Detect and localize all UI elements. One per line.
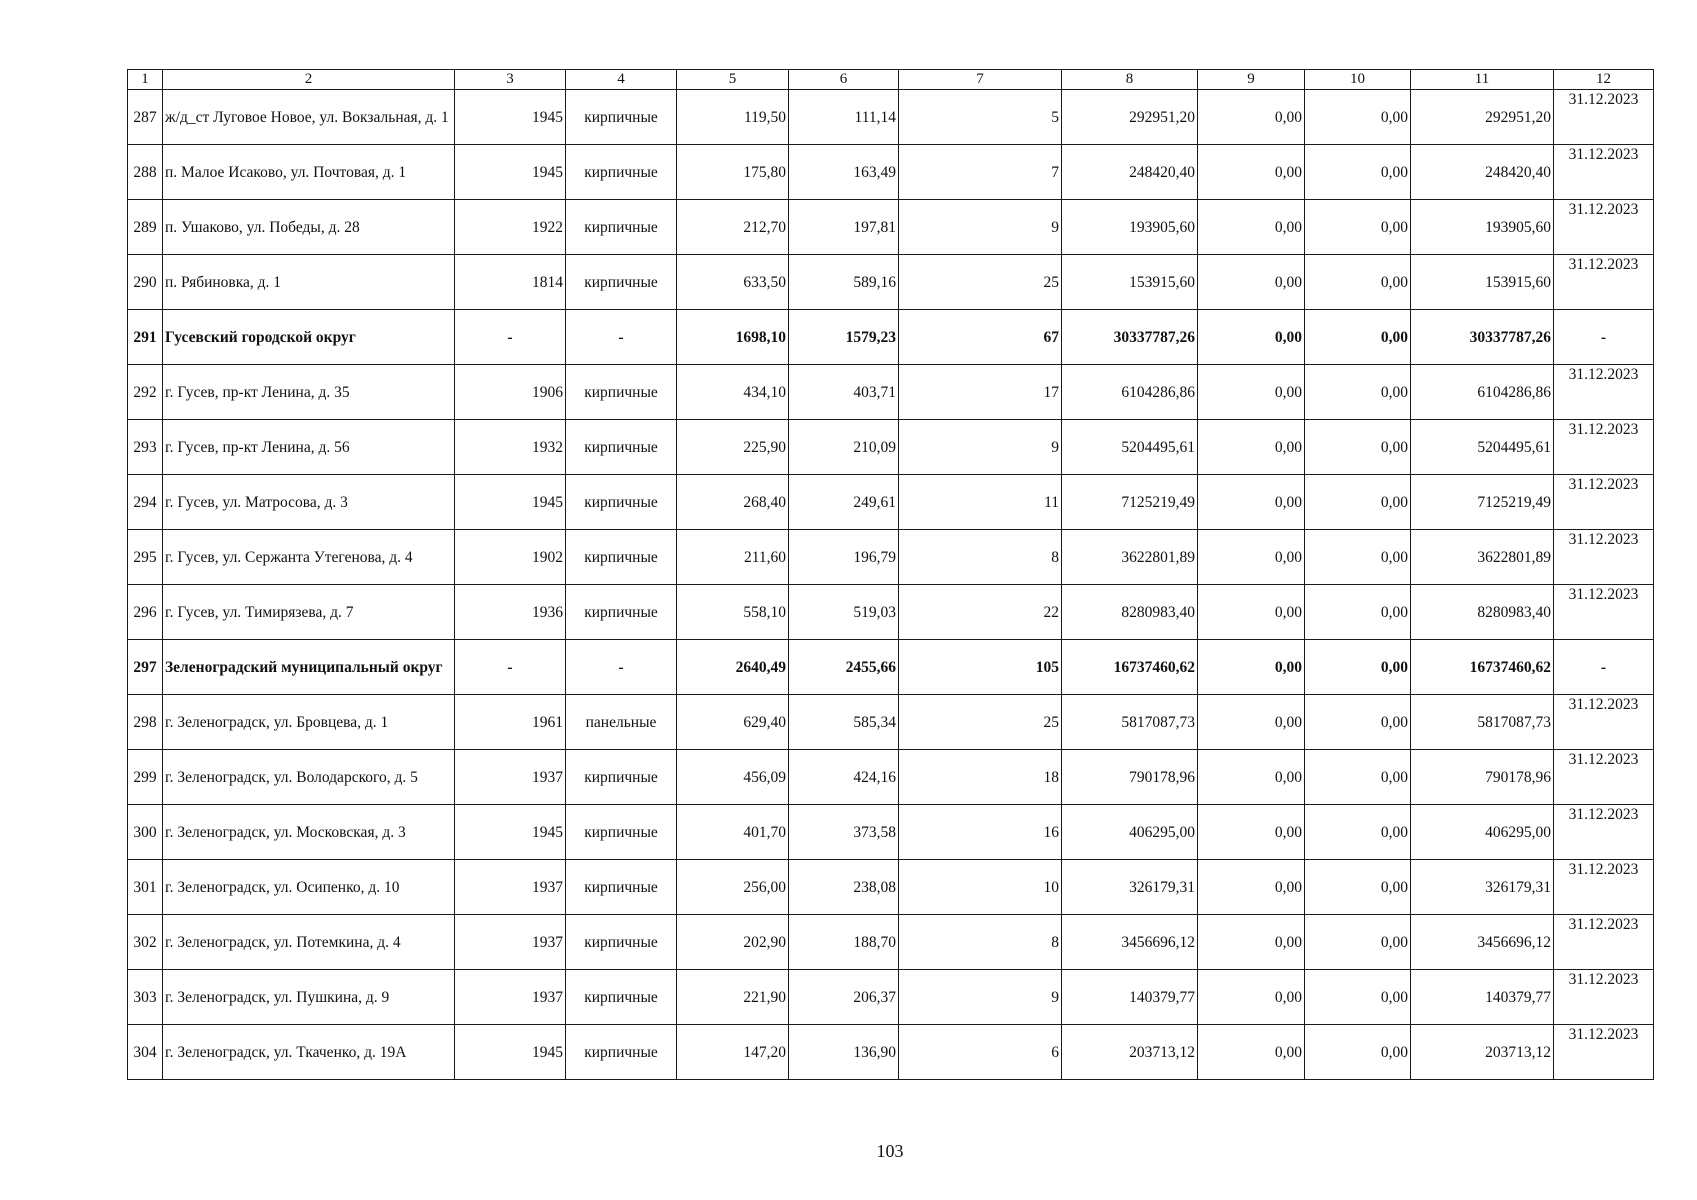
living-area-cell: 210,09 xyxy=(789,420,899,475)
completion-date-cell: 31.12.2023 xyxy=(1554,1025,1654,1080)
total-area-cell: 202,90 xyxy=(677,915,789,970)
residents-count-cell: 25 xyxy=(899,255,1062,310)
total-cost-cell: 193905,60 xyxy=(1062,200,1198,255)
address-cell: Гусевский городской округ xyxy=(163,310,455,365)
column-number: 4 xyxy=(566,70,677,90)
wall-material-cell: кирпичные xyxy=(566,805,677,860)
wall-material-cell: кирпичные xyxy=(566,585,677,640)
living-area-cell: 249,61 xyxy=(789,475,899,530)
wall-material-cell: - xyxy=(566,310,677,365)
completion-date-cell: 31.12.2023 xyxy=(1554,145,1654,200)
table-total-row xyxy=(128,640,1654,695)
total-area-cell: 456,09 xyxy=(677,750,789,805)
residents-count-cell: 6 xyxy=(899,1025,1062,1080)
regional-funds-cell: 0,00 xyxy=(1305,750,1411,805)
construction-year-cell: 1945 xyxy=(455,90,566,145)
total-area-cell: 401,70 xyxy=(677,805,789,860)
construction-year-cell: 1961 xyxy=(455,695,566,750)
table-row xyxy=(128,805,1654,860)
register-table xyxy=(127,69,1654,1080)
row-index-cell: 299 xyxy=(128,750,163,805)
regional-funds-cell: 0,00 xyxy=(1305,860,1411,915)
local-funds-cell: 326179,31 xyxy=(1411,860,1554,915)
table-row xyxy=(128,200,1654,255)
table-row xyxy=(128,970,1654,1025)
residents-count-cell: 7 xyxy=(899,145,1062,200)
column-number: 11 xyxy=(1411,70,1554,90)
construction-year-cell: 1936 xyxy=(455,585,566,640)
row-index-cell: 287 xyxy=(128,90,163,145)
total-cost-cell: 5204495,61 xyxy=(1062,420,1198,475)
total-area-cell: 212,70 xyxy=(677,200,789,255)
wall-material-cell: кирпичные xyxy=(566,420,677,475)
wall-material-cell: кирпичные xyxy=(566,915,677,970)
total-cost-cell: 30337787,26 xyxy=(1062,310,1198,365)
federal-funds-cell: 0,00 xyxy=(1198,750,1305,805)
construction-year-cell: - xyxy=(455,640,566,695)
residents-count-cell: 105 xyxy=(899,640,1062,695)
regional-funds-cell: 0,00 xyxy=(1305,970,1411,1025)
federal-funds-cell: 0,00 xyxy=(1198,530,1305,585)
table-row xyxy=(128,585,1654,640)
construction-year-cell: 1937 xyxy=(455,860,566,915)
row-index-cell: 302 xyxy=(128,915,163,970)
table-row xyxy=(128,145,1654,200)
total-cost-cell: 3622801,89 xyxy=(1062,530,1198,585)
address-cell: г. Гусев, пр-кт Ленина, д. 56 xyxy=(163,420,455,475)
living-area-cell: 519,03 xyxy=(789,585,899,640)
federal-funds-cell: 0,00 xyxy=(1198,475,1305,530)
residents-count-cell: 16 xyxy=(899,805,1062,860)
row-index-cell: 290 xyxy=(128,255,163,310)
row-index-cell: 297 xyxy=(128,640,163,695)
table-row xyxy=(128,420,1654,475)
table-body xyxy=(128,70,1654,1080)
local-funds-cell: 16737460,62 xyxy=(1411,640,1554,695)
living-area-cell: 585,34 xyxy=(789,695,899,750)
completion-date-cell: 31.12.2023 xyxy=(1554,915,1654,970)
local-funds-cell: 153915,60 xyxy=(1411,255,1554,310)
total-cost-cell: 153915,60 xyxy=(1062,255,1198,310)
completion-date-cell: 31.12.2023 xyxy=(1554,970,1654,1025)
living-area-cell: 206,37 xyxy=(789,970,899,1025)
table-row xyxy=(128,90,1654,145)
row-index-cell: 300 xyxy=(128,805,163,860)
row-index-cell: 295 xyxy=(128,530,163,585)
row-index-cell: 294 xyxy=(128,475,163,530)
table-row xyxy=(128,860,1654,915)
address-cell: г. Зеленоградск, ул. Пушкина, д. 9 xyxy=(163,970,455,1025)
local-funds-cell: 193905,60 xyxy=(1411,200,1554,255)
construction-year-cell: 1945 xyxy=(455,1025,566,1080)
address-cell: г. Зеленоградск, ул. Московская, д. 3 xyxy=(163,805,455,860)
completion-date-cell: 31.12.2023 xyxy=(1554,365,1654,420)
address-cell: г. Гусев, ул. Тимирязева, д. 7 xyxy=(163,585,455,640)
completion-date-cell: 31.12.2023 xyxy=(1554,475,1654,530)
total-area-cell: 268,40 xyxy=(677,475,789,530)
row-index-cell: 293 xyxy=(128,420,163,475)
living-area-cell: 403,71 xyxy=(789,365,899,420)
living-area-cell: 1579,23 xyxy=(789,310,899,365)
column-number: 5 xyxy=(677,70,789,90)
construction-year-cell: 1945 xyxy=(455,145,566,200)
completion-date-cell: 31.12.2023 xyxy=(1554,200,1654,255)
column-number: 8 xyxy=(1062,70,1198,90)
address-cell: п. Ушаково, ул. Победы, д. 28 xyxy=(163,200,455,255)
living-area-cell: 197,81 xyxy=(789,200,899,255)
local-funds-cell: 203713,12 xyxy=(1411,1025,1554,1080)
total-area-cell: 2640,49 xyxy=(677,640,789,695)
regional-funds-cell: 0,00 xyxy=(1305,90,1411,145)
residents-count-cell: 9 xyxy=(899,420,1062,475)
address-cell: г. Зеленоградск, ул. Потемкина, д. 4 xyxy=(163,915,455,970)
regional-funds-cell: 0,00 xyxy=(1305,420,1411,475)
wall-material-cell: кирпичные xyxy=(566,200,677,255)
federal-funds-cell: 0,00 xyxy=(1198,145,1305,200)
federal-funds-cell: 0,00 xyxy=(1198,585,1305,640)
regional-funds-cell: 0,00 xyxy=(1305,475,1411,530)
total-cost-cell: 7125219,49 xyxy=(1062,475,1198,530)
address-cell: г. Гусев, ул. Сержанта Утегенова, д. 4 xyxy=(163,530,455,585)
living-area-cell: 424,16 xyxy=(789,750,899,805)
federal-funds-cell: 0,00 xyxy=(1198,915,1305,970)
local-funds-cell: 3622801,89 xyxy=(1411,530,1554,585)
address-cell: г. Зеленоградск, ул. Ткаченко, д. 19А xyxy=(163,1025,455,1080)
table-row xyxy=(128,915,1654,970)
federal-funds-cell: 0,00 xyxy=(1198,1025,1305,1080)
total-area-cell: 175,80 xyxy=(677,145,789,200)
living-area-cell: 196,79 xyxy=(789,530,899,585)
total-cost-cell: 3456696,12 xyxy=(1062,915,1198,970)
completion-date-cell: 31.12.2023 xyxy=(1554,585,1654,640)
row-index-cell: 296 xyxy=(128,585,163,640)
living-area-cell: 238,08 xyxy=(789,860,899,915)
construction-year-cell: 1937 xyxy=(455,750,566,805)
construction-year-cell: 1902 xyxy=(455,530,566,585)
table-row xyxy=(128,530,1654,585)
construction-year-cell: 1945 xyxy=(455,805,566,860)
column-number-row xyxy=(128,70,1654,90)
regional-funds-cell: 0,00 xyxy=(1305,365,1411,420)
address-cell: Зеленоградский муниципальный округ xyxy=(163,640,455,695)
address-cell: г. Зеленоградск, ул. Бровцева, д. 1 xyxy=(163,695,455,750)
residents-count-cell: 25 xyxy=(899,695,1062,750)
table-total-row xyxy=(128,310,1654,365)
table-row xyxy=(128,255,1654,310)
federal-funds-cell: 0,00 xyxy=(1198,970,1305,1025)
construction-year-cell: 1937 xyxy=(455,970,566,1025)
construction-year-cell: 1945 xyxy=(455,475,566,530)
completion-date-cell: 31.12.2023 xyxy=(1554,750,1654,805)
table-row xyxy=(128,475,1654,530)
local-funds-cell: 6104286,86 xyxy=(1411,365,1554,420)
total-area-cell: 119,50 xyxy=(677,90,789,145)
address-cell: г. Гусев, ул. Матросова, д. 3 xyxy=(163,475,455,530)
regional-funds-cell: 0,00 xyxy=(1305,200,1411,255)
local-funds-cell: 8280983,40 xyxy=(1411,585,1554,640)
total-area-cell: 221,90 xyxy=(677,970,789,1025)
construction-year-cell: 1932 xyxy=(455,420,566,475)
local-funds-cell: 248420,40 xyxy=(1411,145,1554,200)
total-cost-cell: 292951,20 xyxy=(1062,90,1198,145)
total-cost-cell: 790178,96 xyxy=(1062,750,1198,805)
address-cell: г. Гусев, пр-кт Ленина, д. 35 xyxy=(163,365,455,420)
total-area-cell: 633,50 xyxy=(677,255,789,310)
living-area-cell: 373,58 xyxy=(789,805,899,860)
row-index-cell: 289 xyxy=(128,200,163,255)
total-area-cell: 256,00 xyxy=(677,860,789,915)
total-cost-cell: 326179,31 xyxy=(1062,860,1198,915)
wall-material-cell: кирпичные xyxy=(566,90,677,145)
wall-material-cell: кирпичные xyxy=(566,475,677,530)
total-cost-cell: 203713,12 xyxy=(1062,1025,1198,1080)
federal-funds-cell: 0,00 xyxy=(1198,805,1305,860)
local-funds-cell: 5817087,73 xyxy=(1411,695,1554,750)
wall-material-cell: кирпичные xyxy=(566,145,677,200)
regional-funds-cell: 0,00 xyxy=(1305,695,1411,750)
local-funds-cell: 406295,00 xyxy=(1411,805,1554,860)
federal-funds-cell: 0,00 xyxy=(1198,255,1305,310)
completion-date-cell: 31.12.2023 xyxy=(1554,530,1654,585)
local-funds-cell: 30337787,26 xyxy=(1411,310,1554,365)
completion-date-cell: 31.12.2023 xyxy=(1554,695,1654,750)
regional-funds-cell: 0,00 xyxy=(1305,585,1411,640)
completion-date-cell: 31.12.2023 xyxy=(1554,805,1654,860)
row-index-cell: 301 xyxy=(128,860,163,915)
total-area-cell: 211,60 xyxy=(677,530,789,585)
local-funds-cell: 790178,96 xyxy=(1411,750,1554,805)
wall-material-cell: панельные xyxy=(566,695,677,750)
completion-date-cell: 31.12.2023 xyxy=(1554,420,1654,475)
column-number: 7 xyxy=(899,70,1062,90)
total-cost-cell: 6104286,86 xyxy=(1062,365,1198,420)
total-area-cell: 629,40 xyxy=(677,695,789,750)
wall-material-cell: кирпичные xyxy=(566,1025,677,1080)
construction-year-cell: 1922 xyxy=(455,200,566,255)
construction-year-cell: - xyxy=(455,310,566,365)
completion-date-cell: - xyxy=(1554,310,1654,365)
row-index-cell: 303 xyxy=(128,970,163,1025)
regional-funds-cell: 0,00 xyxy=(1305,255,1411,310)
address-cell: г. Зеленоградск, ул. Осипенко, д. 10 xyxy=(163,860,455,915)
total-cost-cell: 8280983,40 xyxy=(1062,585,1198,640)
regional-funds-cell: 0,00 xyxy=(1305,915,1411,970)
living-area-cell: 111,14 xyxy=(789,90,899,145)
table-row xyxy=(128,695,1654,750)
residents-count-cell: 9 xyxy=(899,970,1062,1025)
federal-funds-cell: 0,00 xyxy=(1198,90,1305,145)
row-index-cell: 292 xyxy=(128,365,163,420)
construction-year-cell: 1814 xyxy=(455,255,566,310)
living-area-cell: 188,70 xyxy=(789,915,899,970)
local-funds-cell: 5204495,61 xyxy=(1411,420,1554,475)
total-area-cell: 147,20 xyxy=(677,1025,789,1080)
construction-year-cell: 1937 xyxy=(455,915,566,970)
column-number: 9 xyxy=(1198,70,1305,90)
wall-material-cell: кирпичные xyxy=(566,860,677,915)
federal-funds-cell: 0,00 xyxy=(1198,640,1305,695)
row-index-cell: 298 xyxy=(128,695,163,750)
total-area-cell: 558,10 xyxy=(677,585,789,640)
living-area-cell: 163,49 xyxy=(789,145,899,200)
column-number: 6 xyxy=(789,70,899,90)
construction-year-cell: 1906 xyxy=(455,365,566,420)
regional-funds-cell: 0,00 xyxy=(1305,530,1411,585)
federal-funds-cell: 0,00 xyxy=(1198,420,1305,475)
total-cost-cell: 140379,77 xyxy=(1062,970,1198,1025)
residents-count-cell: 18 xyxy=(899,750,1062,805)
page-number: 103 xyxy=(876,1141,904,1161)
row-index-cell: 291 xyxy=(128,310,163,365)
address-cell: ж/д_ст Луговое Новое, ул. Вокзальная, д. 1 xyxy=(163,90,455,145)
local-funds-cell: 3456696,12 xyxy=(1411,915,1554,970)
residents-count-cell: 5 xyxy=(899,90,1062,145)
wall-material-cell: кирпичные xyxy=(566,255,677,310)
column-number: 3 xyxy=(455,70,566,90)
total-cost-cell: 406295,00 xyxy=(1062,805,1198,860)
regional-funds-cell: 0,00 xyxy=(1305,805,1411,860)
wall-material-cell: кирпичные xyxy=(566,750,677,805)
address-cell: г. Зеленоградск, ул. Володарского, д. 5 xyxy=(163,750,455,805)
local-funds-cell: 140379,77 xyxy=(1411,970,1554,1025)
regional-funds-cell: 0,00 xyxy=(1305,310,1411,365)
table-row xyxy=(128,1025,1654,1080)
wall-material-cell: кирпичные xyxy=(566,970,677,1025)
federal-funds-cell: 0,00 xyxy=(1198,310,1305,365)
regional-funds-cell: 0,00 xyxy=(1305,1025,1411,1080)
residents-count-cell: 9 xyxy=(899,200,1062,255)
regional-funds-cell: 0,00 xyxy=(1305,145,1411,200)
residents-count-cell: 17 xyxy=(899,365,1062,420)
table-row xyxy=(128,365,1654,420)
total-cost-cell: 5817087,73 xyxy=(1062,695,1198,750)
residents-count-cell: 10 xyxy=(899,860,1062,915)
living-area-cell: 136,90 xyxy=(789,1025,899,1080)
residents-count-cell: 67 xyxy=(899,310,1062,365)
federal-funds-cell: 0,00 xyxy=(1198,860,1305,915)
table-row xyxy=(128,750,1654,805)
column-number: 2 xyxy=(163,70,455,90)
wall-material-cell: - xyxy=(566,640,677,695)
row-index-cell: 288 xyxy=(128,145,163,200)
completion-date-cell: 31.12.2023 xyxy=(1554,90,1654,145)
column-number: 1 xyxy=(128,70,163,90)
federal-funds-cell: 0,00 xyxy=(1198,200,1305,255)
total-cost-cell: 248420,40 xyxy=(1062,145,1198,200)
federal-funds-cell: 0,00 xyxy=(1198,365,1305,420)
local-funds-cell: 7125219,49 xyxy=(1411,475,1554,530)
regional-funds-cell: 0,00 xyxy=(1305,640,1411,695)
residents-count-cell: 22 xyxy=(899,585,1062,640)
federal-funds-cell: 0,00 xyxy=(1198,695,1305,750)
total-area-cell: 225,90 xyxy=(677,420,789,475)
total-area-cell: 1698,10 xyxy=(677,310,789,365)
total-cost-cell: 16737460,62 xyxy=(1062,640,1198,695)
living-area-cell: 589,16 xyxy=(789,255,899,310)
local-funds-cell: 292951,20 xyxy=(1411,90,1554,145)
living-area-cell: 2455,66 xyxy=(789,640,899,695)
row-index-cell: 304 xyxy=(128,1025,163,1080)
total-area-cell: 434,10 xyxy=(677,365,789,420)
address-cell: п. Малое Исаково, ул. Почтовая, д. 1 xyxy=(163,145,455,200)
column-number: 10 xyxy=(1305,70,1411,90)
address-cell: п. Рябиновка, д. 1 xyxy=(163,255,455,310)
residents-count-cell: 8 xyxy=(899,915,1062,970)
wall-material-cell: кирпичные xyxy=(566,365,677,420)
column-number: 12 xyxy=(1554,70,1654,90)
completion-date-cell: 31.12.2023 xyxy=(1554,255,1654,310)
residents-count-cell: 11 xyxy=(899,475,1062,530)
residents-count-cell: 8 xyxy=(899,530,1062,585)
completion-date-cell: 31.12.2023 xyxy=(1554,860,1654,915)
completion-date-cell: - xyxy=(1554,640,1654,695)
wall-material-cell: кирпичные xyxy=(566,530,677,585)
